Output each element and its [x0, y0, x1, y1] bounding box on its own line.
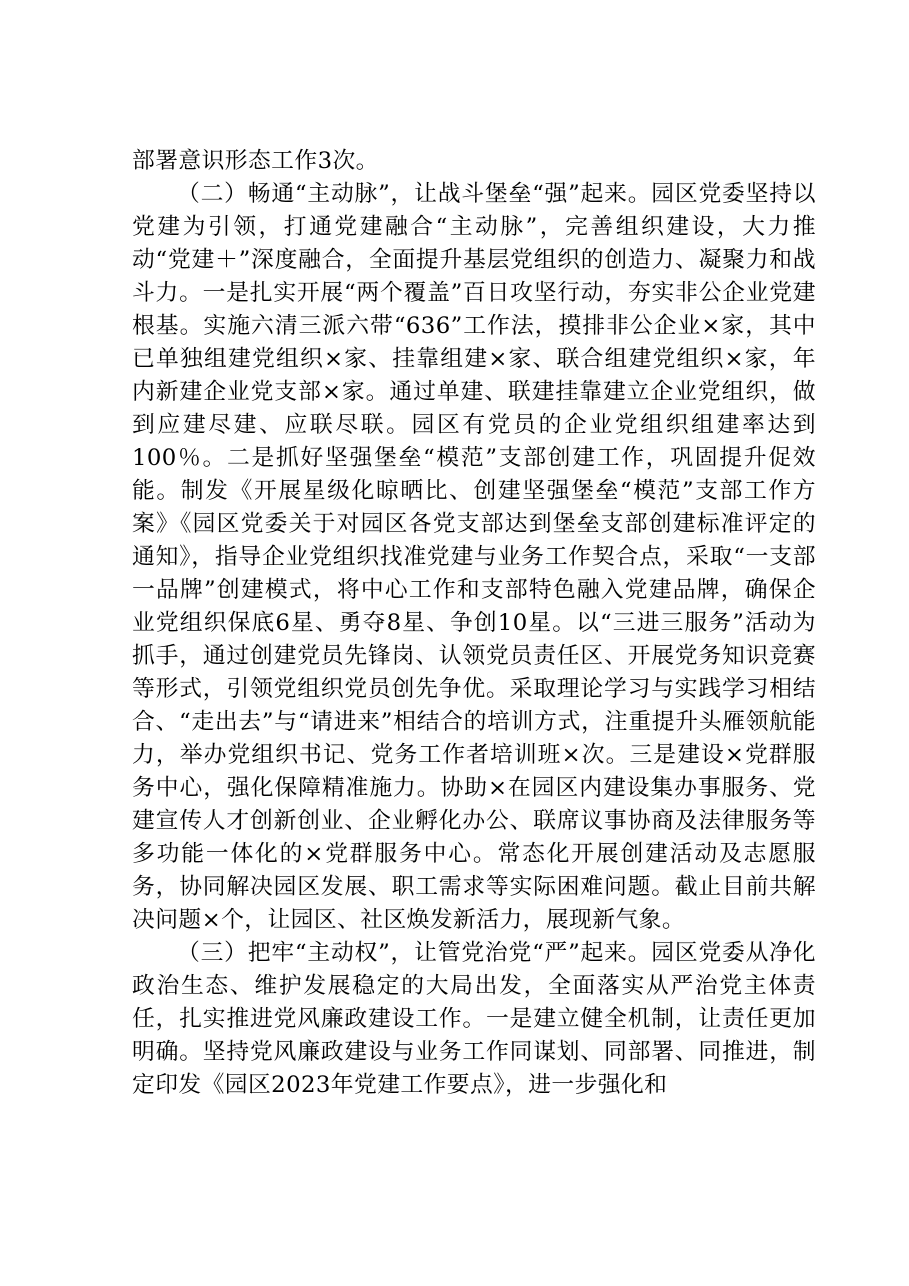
paragraph-1: 部署意识形态工作3次。	[132, 148, 379, 174]
paragraph-3: （三）把牢“主动权”，让管党治党“严”起来。园区党委从净化政治生态、维护发展稳定的大局出发，全面落实从严治党主体责任，扎实推进党风廉政建设工作。一是建立健全机制，让责任更加明确。坚持党风廉政建设与业务工作同谋划、同部署、同推进，制定印发《园区2023年党建工作要点》，进一步强化和	[132, 940, 816, 1098]
paragraph-2: （二）畅通“主动脉”，让战斗堡垒“强”起来。园区党委坚持以党建为引领，打通党建融合“主动脉”，完善组织建设，大力推动“党建＋”深度融合，全面提升基层党组织的创造力、凝聚力和战斗力。一是扎实开展“两个覆盖”百日攻坚行动，夯实非公企业党建根基。实施六清三派六带“636”工作法，摸排非公企业×家，其中已单独组建党组织×家、挂靠组建×家、联合组建党组织×家，年内新建企业党支部×家。通过单建、联建挂靠建立企业党组织，做到应建尽建、应联尽联。园区有党员的企业党组织组建率达到100％。二是抓好坚强堡垒“模范”支部创建工作，巩固提升促效能。制发《开展星级化晾晒比、创建坚强堡垒“模范”支部工作方案》《园区党委关于对园区各党支部达到堡垒支部创建标准评定的通知》，指导企业党组织找准党建与业务工作契合点，采取“一支部一品牌”创建模式，将中心工作和支部特色融入党建品牌，确保企业党组织保底6星、勇夺8星、争创10星。以“三进三服务”活动为抓手，通过创建党员先锋岗、认领党员责任区、开展党务知识竞赛等形式，引领党组织党员创先争优。采取理论学习与实践学习相结合、“走出去”与“请进来”相结合的培训方式，注重提升头雁领航能力，举办党组织书记、党务工作者培训班×次。三是建设×党群服务中心，强化保障精准施力。协助×在园区内建设集办事服务、党建宣传人才创新创业、企业孵化办公、联席议事协商及法律服务等多功能一体化的×党群服务中心。常态化开展创建活动及志愿服务，协同解决园区发展、职工需求等实际困难问题。截止目前共解决问题×个，让园区、社区焕发新活力，展现新气象。	[132, 181, 816, 933]
document-page	[132, 145, 816, 1102]
